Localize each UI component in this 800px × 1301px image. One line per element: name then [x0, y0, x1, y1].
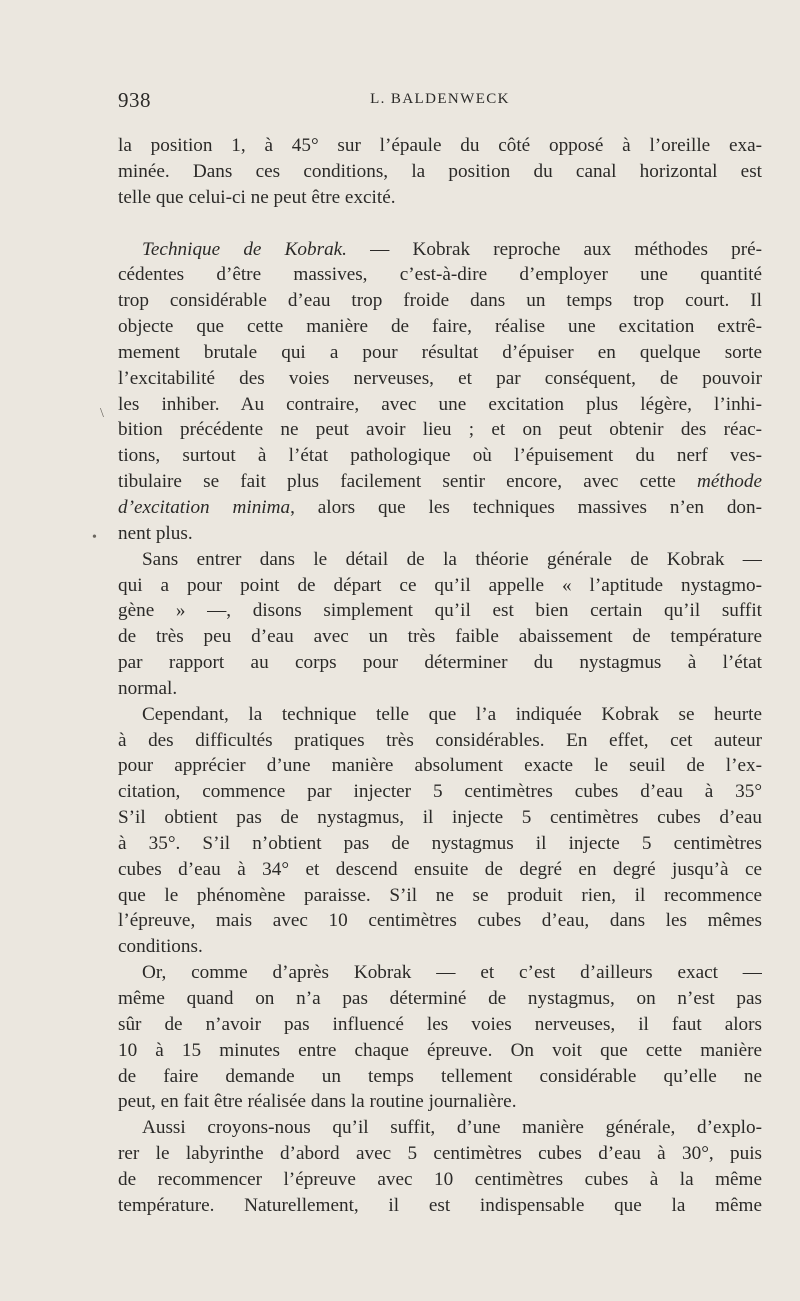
page-number: 938: [118, 88, 151, 112]
line-text: S’il obtient pas de nystagmus, il injecte 5 centimètres cubes d’eau: [118, 807, 762, 829]
text-line: [118, 133, 762, 159]
text-line: [118, 443, 762, 469]
text-line: [118, 1038, 762, 1064]
line-text: même quand on n’a pas déterminé de nystagmus, on n’est pas: [118, 988, 762, 1009]
text-line: [118, 883, 762, 909]
line-text: température. Naturellement, il est indispensable que la même: [118, 1194, 762, 1216]
text-line: [118, 1141, 762, 1167]
page-header: [118, 88, 762, 118]
text-line: [118, 960, 762, 986]
text-line: [118, 573, 762, 599]
text-line: [118, 986, 762, 1012]
text-line: [118, 650, 762, 676]
text-line: [118, 1167, 762, 1193]
line-text: conditions.: [118, 936, 203, 958]
line-text: de recommencer l’épreuve avec 10 centimètres cubes à la même: [118, 1168, 762, 1190]
line-text: l’excitabilité des voies nerveuses, et par conséquent, de pouvoir: [118, 367, 762, 389]
text-line: [118, 908, 762, 934]
line-text: trop considérable d’eau trop froide dans un temps trop court. Il: [118, 290, 762, 312]
text-line: [118, 1012, 762, 1038]
text-line: [118, 1193, 762, 1219]
line-text: telle que celui-ci ne peut être excité.: [118, 186, 396, 208]
text-line: [118, 934, 762, 960]
text-line: [118, 624, 762, 650]
line-text: que le phénomène paraisse. S’il ne se produit rien, il recommence: [118, 884, 762, 906]
text-line: [118, 598, 762, 624]
line-text: à des difficultés pratiques très considérables. En effet, cet auteur: [118, 729, 762, 751]
text-line: [118, 521, 762, 547]
text-line: [118, 857, 762, 883]
line-text: — Kobrak reproche aux méthodes pré-: [346, 238, 762, 260]
margin-mark: \: [100, 406, 104, 421]
line-text: la position 1, à 45° sur l’épaule du côté opposé à l’oreille exa-: [118, 135, 762, 156]
line-text: , alors que les techniques massives n’en don-: [290, 496, 762, 518]
text-line: [118, 314, 762, 340]
line-text: cédentes d’être massives, c’est-à-dire d’employer une quantité: [118, 264, 762, 286]
line-text: mement brutale qui a pour résultat d’épuiser en quelque sorte: [118, 341, 762, 363]
text-line: [118, 159, 762, 185]
line-text: gène » —, disons simplement qu’il est bien certain qu’il suffit: [118, 600, 762, 622]
line-text: pour apprécier d’une manière absolument exacte le seuil de l’ex-: [118, 755, 762, 777]
line-text: Sans entrer dans le détail de la théorie générale de Kobrak —: [142, 548, 762, 570]
text-line: [118, 702, 762, 728]
line-text: qui a pour point de départ ce qu’il appelle « l’aptitude nystagmo-: [118, 574, 762, 596]
text-line: [118, 728, 762, 754]
text-line: [118, 340, 762, 366]
line-text: Or, comme d’après Kobrak — et c’est d’ailleurs exact —: [142, 962, 762, 984]
line-text: objecte que cette manière de faire, réalise une excitation extrê-: [118, 316, 762, 338]
text-line: [118, 469, 762, 495]
text-line: [118, 288, 762, 314]
running-head: L. BALDENWECK: [370, 91, 510, 107]
line-text: peut, en fait être réalisée dans la routine journalière.: [118, 1091, 517, 1113]
line-text: nent plus.: [118, 522, 193, 544]
line-text: bition précédente ne peut avoir lieu ; et on peut obtenir des réac-: [118, 419, 762, 441]
line-text: Cependant, la technique telle que l’a indiquée Kobrak se heurte: [142, 703, 762, 725]
text-line: [118, 1089, 762, 1115]
text-line: [118, 417, 762, 443]
line-text: normal.: [118, 677, 178, 699]
text-line: [118, 1115, 762, 1141]
text-line: [118, 676, 762, 702]
text-line: [118, 753, 762, 779]
line-text: tions, surtout à l’état pathologique où l’épuisement du nerf ves-: [118, 445, 762, 467]
italic-text: d’excitation minima: [118, 496, 291, 518]
line-text: sûr de n’avoir pas influencé les voies nerveuses, il faut alors: [118, 1013, 762, 1035]
line-text: les inhiber. Au contraire, avec une excitation plus légère, l’inhi-: [118, 393, 762, 415]
italic-text: méthode: [696, 471, 762, 493]
line-text: tibulaire se fait plus facilement sentir encore, avec cette: [118, 471, 697, 493]
text-line: [118, 392, 762, 418]
line-text: de très peu d’eau avec un très faible abaissement de température: [118, 626, 762, 648]
margin-mark: •: [92, 530, 97, 545]
text-line: [118, 805, 762, 831]
text-line: [118, 237, 762, 263]
text-line: [118, 547, 762, 573]
text-line: [118, 366, 762, 392]
line-text: rer le labyrinthe d’abord avec 5 centimètres cubes d’eau à 30°, puis: [118, 1143, 762, 1165]
text-line: [118, 779, 762, 805]
body-text: [118, 133, 762, 1219]
text-line: [118, 831, 762, 857]
line-text: l’épreuve, mais avec 10 centimètres cubes d’eau, dans les mêmes: [118, 910, 762, 932]
text-line: [118, 262, 762, 288]
line-text: à 35°. S’il n’obtient pas de nystagmus il injecte 5 centimètres: [118, 832, 762, 854]
text-line: [118, 495, 762, 521]
line-text: minée. Dans ces conditions, la position du canal horizontal est: [118, 160, 762, 182]
line-text: cubes d’eau à 34° et descend ensuite de degré en degré jusqu’à ce: [118, 858, 762, 880]
line-text: par rapport au corps pour déterminer du nystagmus à l’état: [118, 652, 762, 674]
line-text: Aussi croyons-nous qu’il suffit, d’une manière générale, d’explo-: [142, 1117, 762, 1139]
text-line: [118, 185, 762, 211]
italic-text: Technique de Kobrak.: [142, 238, 347, 260]
line-text: 10 à 15 minutes entre chaque épreuve. On voit que cette manière: [118, 1039, 762, 1061]
line-text: citation, commence par injecter 5 centimètres cubes d’eau à 35°: [118, 781, 762, 803]
text-line: [118, 1064, 762, 1090]
line-text: de faire demande un temps tellement considérable qu’elle ne: [118, 1065, 762, 1087]
